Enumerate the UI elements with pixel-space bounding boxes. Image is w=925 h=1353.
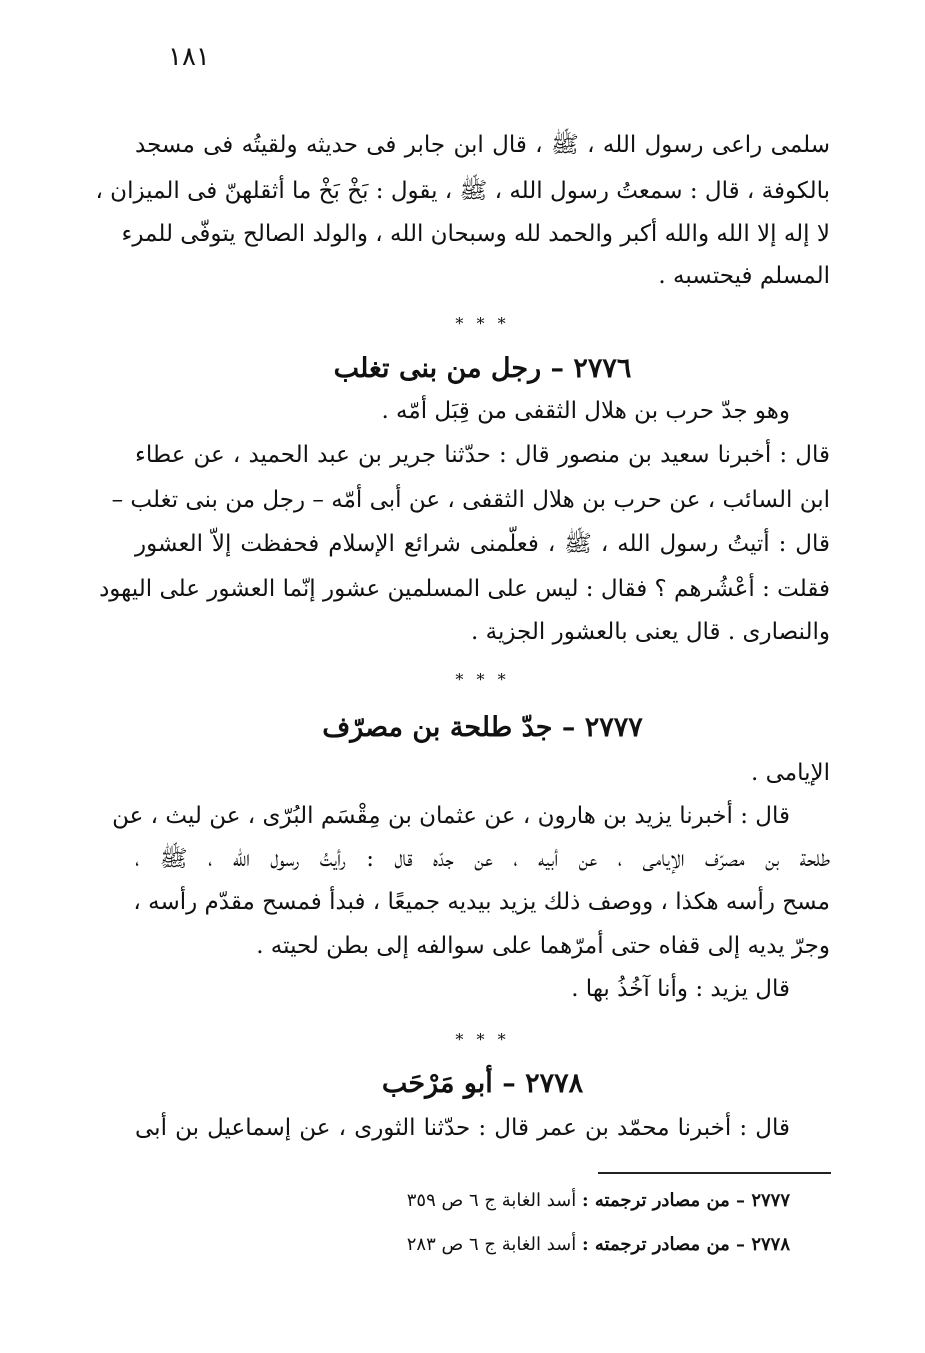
entry-heading-2777: ٢٧٧٧ – جدّ طلحة بن مصرّف (322, 712, 643, 743)
entry-line: قال : أخبرنا يزيد بن هارون ، عن عثمان بن مِقْسَم البُرّى ، عن ليث ، عن (112, 803, 790, 829)
footnote (407, 1190, 790, 1211)
entry-heading-2776: ٢٧٧٦ – رجل من بنى تغلب (333, 353, 632, 384)
intro-line: لا إله إلا الله والله أكبر والحمد لله وسبحان الله ، والولد الصالح يتوفّى للمرء (121, 221, 830, 247)
entry-line: قال : أتيتُ رسول الله ، ﷺ ، فعلّمنى شرائع الإسلام فحفظت إلاّ العشور (135, 531, 830, 557)
entry-line: الإيامى . (750, 760, 830, 786)
intro-line: بالكوفة ، قال : سمعتُ رسول الله ، ﷺ ، يقول : بَخْ بَخْ ما أثقلهنّ فى الميزان ، (95, 178, 830, 204)
section-separator: * * * (455, 670, 510, 689)
entry-line: والنصارى . قال يعنى بالعشور الجزية . (470, 619, 830, 645)
footnote-divider (598, 1172, 831, 1174)
entry-line: قال : أخبرنا سعيد بن منصور قال : حدّثنا جرير بن عبد الحميد ، عن عطاء (135, 442, 830, 468)
entry-line: قال يزيد : وأنا آخُذُ بها . (571, 976, 790, 1002)
footnote-text: أسد الغابة ج ٦ ص ٣٥٩ (406, 1190, 582, 1211)
footnote-label: ٢٧٧٧ – من مصادر ترجمته : (582, 1190, 790, 1211)
section-separator: * * * (455, 1030, 510, 1049)
entry-heading-2778: ٢٧٧٨ – أبو مَرْحَب (381, 1068, 584, 1099)
footnote (407, 1234, 790, 1255)
entry-line: وهو جدّ حرب بن هلال الثقفى من قِبَل أمّه . (381, 398, 790, 424)
intro-line: سلمى راعى رسول الله ، ﷺ ، قال ابن جابر فى حديثه ولقيتُه فى مسجد (135, 132, 830, 158)
page-number: ١٨١ (168, 42, 210, 72)
entry-line: قال : أخبرنا محمّد بن عمر قال : حدّثنا الثورى ، عن إسماعيل بن أبى (135, 1115, 790, 1141)
entry-line: فقلت : أعْشُرهم ؟ فقال : ليس على المسلمين عشور إنّما العشور على اليهود (99, 576, 830, 602)
entry-line: وجرّ يديه إلى قفاه حتى أمرّهما على سوالفه إلى بطن لحيته . (256, 933, 830, 959)
entry-line: مسح رأسه هكذا ، ووصف ذلك يزيد بيديه جميعًا ، فبدأ فمسح مقدّم رأسه ، (133, 889, 830, 915)
footnote-label: ٢٧٧٨ – من مصادر ترجمته : (582, 1234, 790, 1255)
footnote-text: أسد الغابة ج ٦ ص ٢٨٣ (406, 1234, 582, 1255)
entry-line: طلحة بن مصرّف الإيامى ، عن أبيه ، عن جدّه قال : رأيتُ رسول الله ، ﷺ ، (135, 846, 830, 872)
entry-line: ابن السائب ، عن حرب بن هلال الثقفى ، عن أبى أمّه – رجل من بنى تغلب – (111, 487, 830, 513)
section-separator: * * * (455, 314, 510, 333)
intro-line: المسلم فيحتسبه . (658, 263, 830, 289)
